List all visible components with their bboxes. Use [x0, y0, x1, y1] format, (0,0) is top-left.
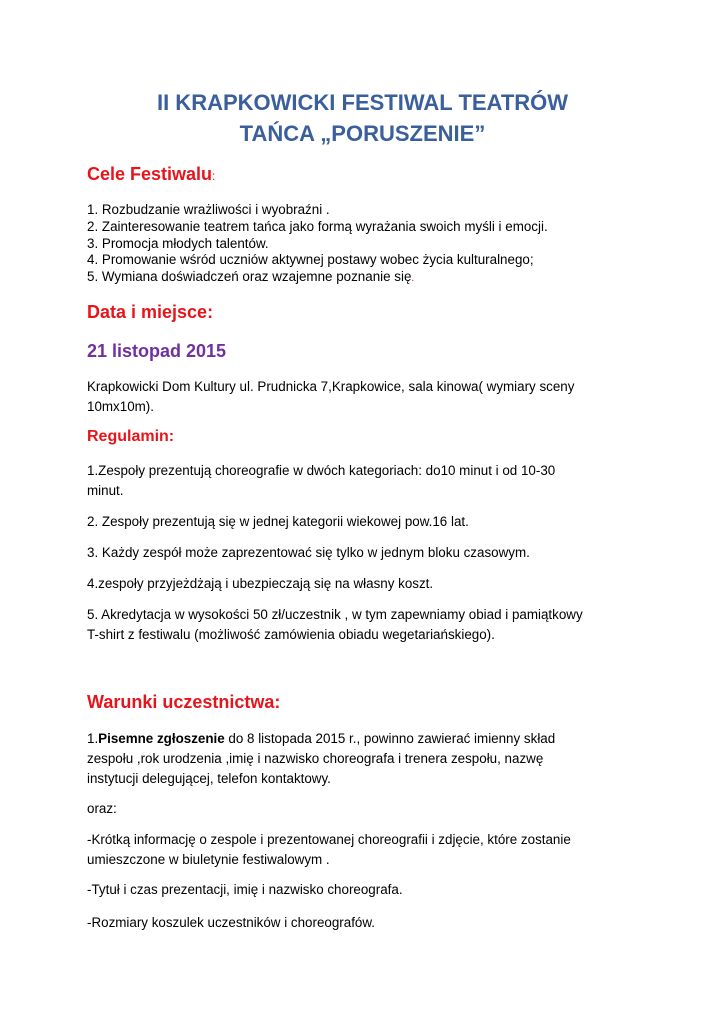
oraz-text: oraz: — [87, 801, 117, 816]
rule-4 — [87, 574, 647, 594]
rule-1 — [87, 461, 647, 501]
rule-2-text: 2. Zespoły prezentują się w jednej kategorii wiekowej pow.16 lat. — [87, 514, 469, 529]
venue-line-1: Krapkowicki Dom Kultury ul. Prudnicka 7,Krapkowice, sala kinowa( wymiary sceny — [87, 379, 575, 394]
rule-3-text: 3. Każdy zespół może zaprezentować się tylko w jednym bloku czasowym. — [87, 545, 530, 560]
festival-date: 21 listopad 2015 — [87, 341, 227, 361]
rule-1-line-1: 1.Zespoły prezentują choreografie w dwóch kategoriach: do10 minut i od 10-30 — [87, 463, 556, 478]
rules-heading: Regulamin: — [87, 428, 175, 445]
condition-1-rest: do 8 listopada 2015 r., powinno zawierać imienny skład — [224, 731, 556, 746]
document-title-line-2: TAŃCA „PORUSZENIE” — [239, 121, 486, 146]
detail-2-text: -Tytuł i czas prezentacji, imię i nazwisko choreografa. — [87, 882, 403, 897]
detail-1-line-1: -Krótką informację o zespole i prezentowanej choreografii i zdjęcie, które zostanie — [87, 832, 571, 847]
rule-3 — [87, 543, 647, 563]
condition-1-line-1 — [87, 729, 647, 749]
document-title-line-1: II KRAPKOWICKI FESTIWAL TEATRÓW — [156, 90, 569, 115]
rule-5-line-2: T-shirt z festiwalu (możliwość zamówienia obiadu wegetariańskiego). — [87, 627, 495, 642]
goals-heading-text: Cele Festiwalu — [87, 164, 213, 184]
oraz-label — [87, 799, 647, 819]
detail-3-text: -Rozmiary koszulek uczestników i choreografów. — [87, 915, 376, 930]
condition-1-prefix: 1. — [87, 731, 99, 746]
condition-1 — [87, 729, 647, 789]
detail-3 — [87, 913, 647, 933]
condition-1-line-2: zespołu ,rok urodzenia ,imię i nazwisko choreografa i trenera zespołu, nazwę — [87, 751, 544, 766]
venue-line-2: 10mx10m). — [87, 399, 154, 414]
condition-1-bold: Pisemne zgłoszenie — [98, 731, 225, 746]
conditions-heading: Warunki uczestnictwa: — [87, 692, 281, 712]
date-place-heading: Data i miejsce: — [87, 302, 214, 322]
goal-item: 4. Promowanie wśród uczniów aktywnej postawy wobec życia kulturalnego; — [87, 252, 534, 268]
goal-item-tail: . — [411, 273, 415, 285]
rule-5 — [87, 605, 647, 645]
rule-5-line-1: 5. Akredytacja w wysokości 50 zł/uczestnik , w tym zapewniamy obiad i pamiątkowy — [87, 607, 583, 622]
detail-2 — [87, 880, 647, 900]
goals-list — [87, 202, 548, 288]
goal-item: 3. Promocja młodych talentów. — [87, 235, 269, 251]
detail-1 — [87, 830, 647, 870]
goals-heading-suffix: : — [212, 169, 216, 183]
goal-item-text: 5. Wymiana doświadczeń oraz wzajemne poznanie się — [87, 269, 412, 285]
rule-4-text: 4.zespoły przyjeżdżają i ubezpieczają się na własny koszt. — [87, 576, 434, 591]
condition-1-line-3: instytucji delegującej, telefon kontaktowy. — [87, 771, 331, 786]
goal-item: 1. Rozbudzanie wrażliwości i wyobraźni . — [87, 202, 330, 217]
detail-1-line-2: umieszczone w biuletynie festiwalowym . — [87, 852, 330, 867]
rule-2 — [87, 512, 647, 532]
goal-item: 2. Zainteresowanie teatrem tańca jako formą wyrażania swoich myśli i emocji. — [87, 218, 548, 234]
goals-heading — [87, 164, 215, 185]
venue-paragraph — [87, 377, 647, 417]
goal-item-last — [87, 269, 548, 288]
rule-1-line-2: minut. — [87, 483, 124, 498]
